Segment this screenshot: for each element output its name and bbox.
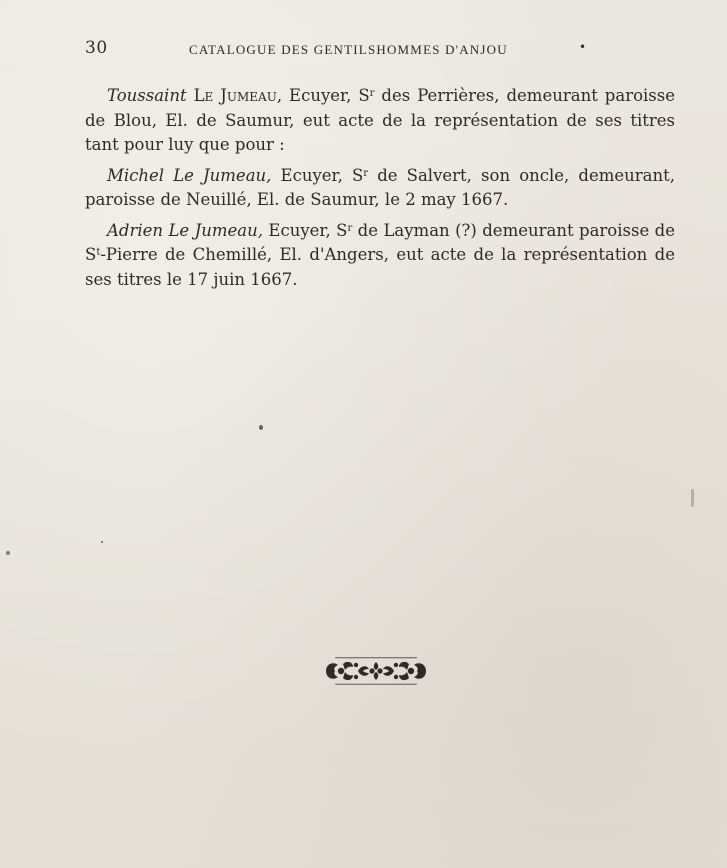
paragraph-text: de Layman (?) demeurant paroisse de S <box>85 220 675 264</box>
header-bullet-mark: • <box>579 40 587 54</box>
body-text <box>85 84 675 298</box>
paragraph-text: , Ecuyer, S <box>276 86 370 105</box>
paragraph-toussaint <box>85 84 675 158</box>
paragraph-michel <box>85 164 675 213</box>
superscript: t <box>96 247 101 258</box>
paragraph-text: des Perrières, demeurant paroisse de Blou, El. de Saumur, eut acte de la représentation de ses titres tant pour luy que pour : <box>85 86 675 154</box>
person-name: Toussaint <box>107 86 187 105</box>
paper-speck <box>691 489 694 507</box>
superscript: r <box>369 88 375 99</box>
superscript: r <box>347 222 353 234</box>
page-header <box>85 38 675 62</box>
family-name: Le Jumeau <box>193 86 277 105</box>
paper-speck <box>259 425 263 430</box>
running-title: CATALOGUE DES GENTILSHOMMES D'ANJOU <box>189 42 508 57</box>
person-name: Michel Le Jumeau, <box>107 165 272 185</box>
paragraph-adrien <box>85 219 675 293</box>
paragraph-text: Ecuyer, S <box>262 220 348 240</box>
paper-speck <box>6 551 10 555</box>
paragraph-text: -Pierre de Chemillé, El. d'Angers, eut acte de la représentation de ses titres le 17 juin 1667. <box>85 245 675 289</box>
person-name: Adrien Le Jumeau, <box>107 220 263 240</box>
paragraph-text: Ecuyer, S <box>271 165 364 185</box>
paper-speck <box>101 541 103 543</box>
superscript: r <box>363 167 369 179</box>
paragraph-text: de Salvert, son oncle, demeurant, paroisse de Neuillé, El. de Saumur, le 2 may 1667. <box>85 165 675 209</box>
page-number: 30 <box>85 38 108 58</box>
fleuron-ornament <box>323 654 429 688</box>
